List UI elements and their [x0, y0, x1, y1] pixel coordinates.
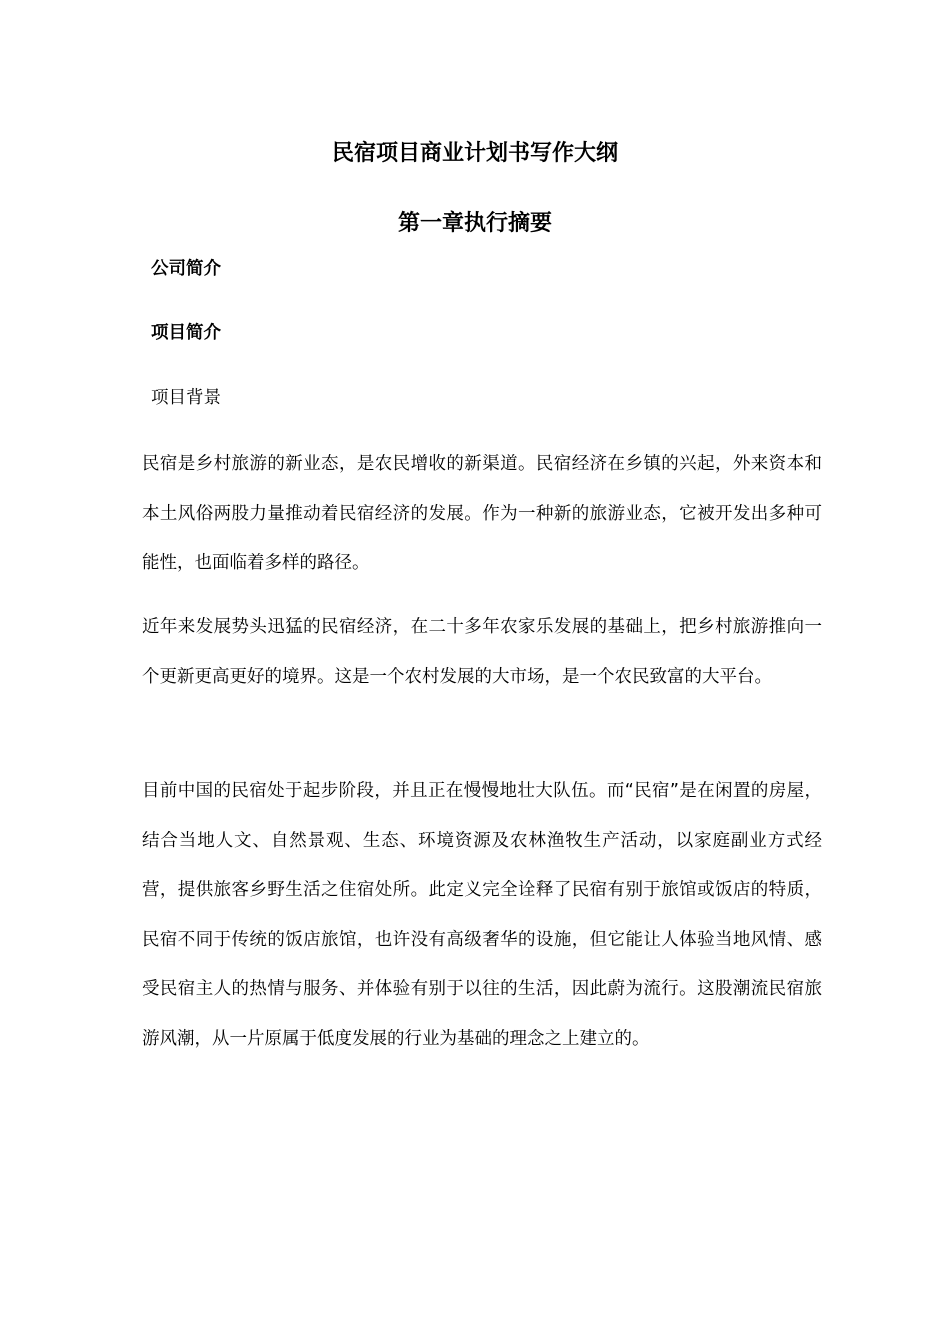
- section-heading-company-intro: 公司简介: [151, 259, 221, 279]
- body-paragraph: 目前中国的民宿处于起步阶段，并且正在慢慢地壮大队伍。而“民宿”是在闲置的房屋，结合当地人文、自然景观、生态、环境资源及农林渔牧生产活动，以家庭副业方式经营，提供旅客乡野生活之住宿处所。此定义完全诠释了民宿有别于旅馆或饭店的特质，民宿不同于传统的饭店旅馆，也许没有高级奢华的设施，但它能让人体验当地风情、感受民宿主人的热情与服务、并体验有别于以往的生活，因此蔚为流行。这股潮流民宿旅游风潮，从一片原属于低度发展的行业为基础的理念之上建立的。: [142, 781, 822, 1049]
- body-paragraph: 近年来发展势头迅猛的民宿经济，在二十多年农家乐发展的基础上，把乡村旅游推向一个更新更高更好的境界。这是一个农村发展的大市场，是一个农民致富的大平台。: [142, 617, 822, 687]
- section-heading-project-background: 项目背景: [151, 388, 221, 408]
- chapter-title: 第一章执行摘要: [397, 211, 552, 236]
- body-paragraph: 民宿是乡村旅游的新业态，是农民增收的新渠道。民宿经济在乡镇的兴起，外来资本和本土风俗两股力量推动着民宿经济的发展。作为一种新的旅游业态，它被开发出多种可能性，也面临着多样的路径。: [142, 454, 822, 573]
- document-title: 民宿项目商业计划书写作大纲: [331, 141, 618, 166]
- section-heading-project-intro: 项目简介: [151, 323, 221, 343]
